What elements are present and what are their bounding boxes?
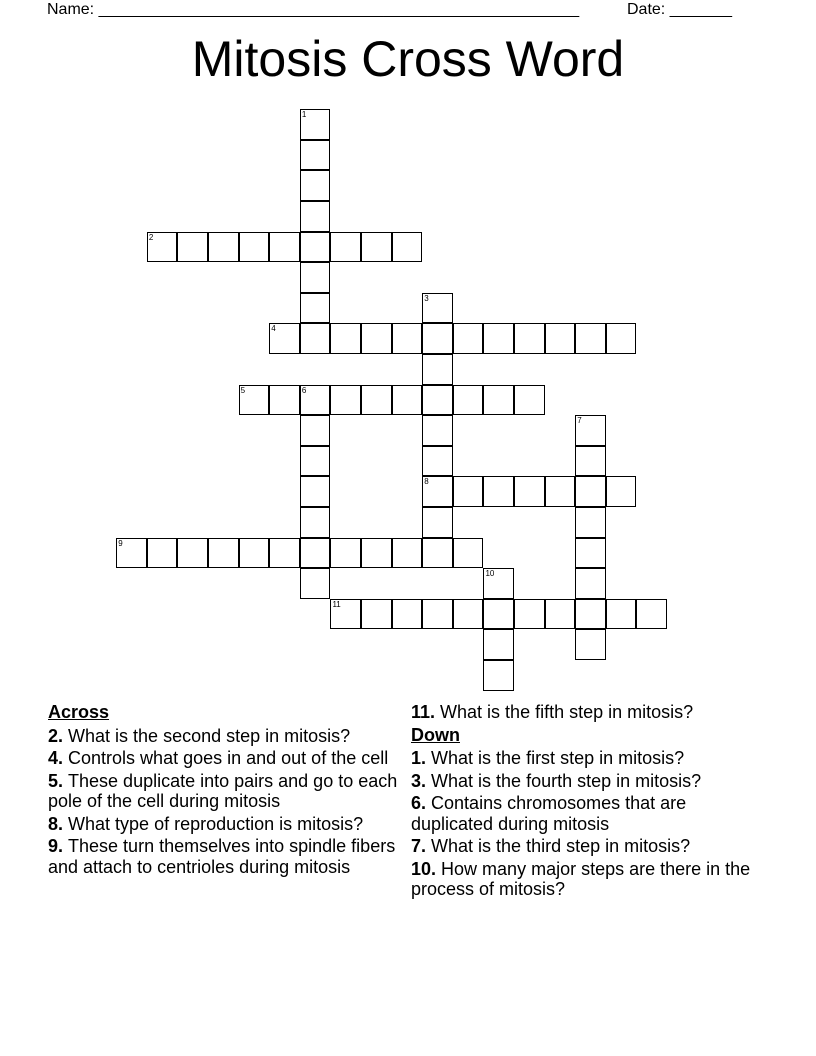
grid-cell[interactable] <box>116 538 147 569</box>
grid-cell[interactable] <box>361 538 392 569</box>
grid-cell[interactable] <box>453 538 484 569</box>
grid-cell[interactable] <box>269 385 300 416</box>
clue-number: 3 <box>424 293 429 303</box>
grid-cell[interactable] <box>453 323 484 354</box>
grid-cell[interactable] <box>514 599 545 630</box>
clue-item: 2. What is the second step in mitosis? <box>48 725 351 746</box>
grid-cell[interactable] <box>392 232 423 263</box>
clue-item: 8. What type of reproduction is mitosis? <box>48 813 364 834</box>
clue-number: 11 <box>411 702 431 722</box>
across-clue-list <box>48 726 403 878</box>
grid-cell[interactable] <box>239 538 270 569</box>
grid-cell[interactable] <box>330 538 361 569</box>
grid-cell[interactable] <box>575 507 606 538</box>
grid-cell[interactable] <box>514 476 545 507</box>
grid-cell[interactable] <box>422 446 453 477</box>
clue-number: 1 <box>301 110 307 120</box>
clue-number: 8 <box>424 477 429 487</box>
grid-cell[interactable] <box>483 323 514 354</box>
grid-cell[interactable] <box>208 538 239 569</box>
grid-cell[interactable] <box>392 323 423 354</box>
clue-item: 7. What is the third step in mitosis? <box>411 836 691 856</box>
grid-cell[interactable] <box>147 232 178 263</box>
grid-cell[interactable] <box>300 507 331 538</box>
grid-cell[interactable] <box>453 599 484 630</box>
grid-cell[interactable] <box>300 323 331 354</box>
grid-cell[interactable] <box>422 293 453 324</box>
grid-cell[interactable] <box>147 538 178 569</box>
grid-cell[interactable] <box>300 262 331 293</box>
grid-cell[interactable] <box>208 232 239 263</box>
grid-cell[interactable] <box>300 170 331 201</box>
grid-cell[interactable] <box>269 323 300 354</box>
grid-cell[interactable] <box>636 599 667 630</box>
clue-number: 2 <box>148 232 154 242</box>
down-heading: Down <box>411 724 460 745</box>
clue-text: Contains chromosomes that are duplicated during mitosis <box>411 793 687 834</box>
grid-cell[interactable] <box>483 568 514 599</box>
clue-item: 11. What is the fifth step in mitosis? <box>411 702 694 722</box>
grid-cell[interactable] <box>575 415 606 446</box>
clue-number: 10 <box>411 858 432 879</box>
grid-cell[interactable] <box>483 660 514 691</box>
grid-cell[interactable] <box>422 599 453 630</box>
clue-number: 7 <box>411 836 422 856</box>
grid-cell[interactable] <box>606 323 637 354</box>
clue-number: 3 <box>411 770 422 791</box>
grid-cell[interactable] <box>300 568 331 599</box>
clue-text: How many major steps are there in the process of mitosis? <box>411 858 751 899</box>
grid-cell[interactable] <box>361 385 392 416</box>
grid-cell[interactable] <box>422 476 453 507</box>
clue-text: What is the fourth step in mitosis? <box>431 770 702 791</box>
grid-cell[interactable] <box>330 323 361 354</box>
clue-item: 6. Contains chromosomes that are duplicated during mitosis <box>411 793 687 834</box>
page-title: Mitosis Cross Word <box>191 31 625 87</box>
grid-cell[interactable] <box>300 293 331 324</box>
grid-cell[interactable] <box>453 385 484 416</box>
clue-number: 2 <box>48 725 59 746</box>
clue-number: 5 <box>240 385 246 395</box>
grid-cell[interactable] <box>300 476 331 507</box>
grid-cell[interactable] <box>453 476 484 507</box>
clue-text: What is the third step in mitosis? <box>431 836 691 856</box>
clue-item: 4. Controls what goes in and out of the cell <box>48 748 389 768</box>
clue-number: 9 <box>118 538 123 548</box>
grid-cell[interactable] <box>392 538 423 569</box>
clue-number: 8 <box>48 813 59 834</box>
clue-text: Controls what goes in and out of the cell <box>68 748 389 768</box>
clues-left-column <box>48 702 403 879</box>
grid-cell[interactable] <box>330 385 361 416</box>
clue-number: 6 <box>411 793 422 813</box>
clues-right-column <box>411 702 761 902</box>
grid-cell[interactable] <box>300 415 331 446</box>
across-clue-list-continued <box>411 702 761 723</box>
clue-number: 1 <box>411 748 422 768</box>
clue-text: What is the fifth step in mitosis? <box>440 702 694 722</box>
grid-cell[interactable] <box>300 385 331 416</box>
grid-cell[interactable] <box>300 446 331 477</box>
clue-number: 4 <box>271 324 276 334</box>
grid-cell[interactable] <box>300 538 331 569</box>
grid-cell[interactable] <box>177 538 208 569</box>
grid-cell[interactable] <box>392 385 423 416</box>
grid-cell[interactable] <box>330 599 361 630</box>
grid-cell[interactable] <box>330 232 361 263</box>
name-field[interactable]: Name: ______________________________________________________ <box>47 1 580 18</box>
clue-number: 7 <box>577 416 582 426</box>
clue-text: These turn themselves into spindle fibers and attach to centrioles during mitosis <box>48 836 396 877</box>
grid-cell[interactable] <box>269 538 300 569</box>
clue-item: 5. These duplicate into pairs and go to each pole of the cell during mitosis <box>48 770 398 811</box>
clue-number: 6 <box>301 385 307 395</box>
grid-cell[interactable] <box>483 599 514 630</box>
clue-text: What is the second step in mitosis? <box>68 725 351 746</box>
grid-cell[interactable] <box>422 354 453 385</box>
grid-cell[interactable] <box>269 232 300 263</box>
grid-cell[interactable] <box>361 232 392 263</box>
grid-cell[interactable] <box>300 140 331 171</box>
clue-item: 3. What is the fourth step in mitosis? <box>411 770 702 791</box>
clue-text: What is the first step in mitosis? <box>431 748 685 768</box>
grid-cell[interactable] <box>545 599 576 630</box>
grid-cell[interactable] <box>239 232 270 263</box>
grid-cell[interactable] <box>575 599 606 630</box>
grid-cell[interactable] <box>606 599 637 630</box>
grid-cell[interactable] <box>361 599 392 630</box>
grid-cell[interactable] <box>483 385 514 416</box>
grid-cell[interactable] <box>422 385 453 416</box>
grid-cell[interactable] <box>392 599 423 630</box>
grid-cell[interactable] <box>422 323 453 354</box>
clue-number: 10 <box>485 569 495 579</box>
grid-cell[interactable] <box>606 476 637 507</box>
grid-cell[interactable] <box>575 568 606 599</box>
grid-cell[interactable] <box>575 476 606 507</box>
grid-cell[interactable] <box>575 538 606 569</box>
grid-cell[interactable] <box>422 538 453 569</box>
grid-cell[interactable] <box>483 476 514 507</box>
clue-text: What type of reproduction is mitosis? <box>68 813 364 834</box>
grid-cell[interactable] <box>361 323 392 354</box>
grid-cell[interactable] <box>575 323 606 354</box>
clue-number: 5 <box>48 770 59 791</box>
clue-text: These duplicate into pairs and go to each pole of the cell during mitosis <box>48 770 398 811</box>
grid-cell[interactable] <box>545 323 576 354</box>
clue-item: 10. How many major steps are there in the process of mitosis? <box>411 858 751 899</box>
grid-cell[interactable] <box>300 201 331 232</box>
grid-cell[interactable] <box>514 323 545 354</box>
clue-item: 1. What is the first step in mitosis? <box>411 748 685 768</box>
across-heading: Across <box>48 702 110 722</box>
clue-item: 9. These turn themselves into spindle fibers and attach to centrioles during mitosis <box>48 836 396 877</box>
grid-cell[interactable] <box>575 629 606 660</box>
grid-cell[interactable] <box>575 446 606 477</box>
grid-cell[interactable] <box>239 385 270 416</box>
grid-cell[interactable] <box>300 232 331 263</box>
date-field[interactable]: Date: _______ <box>627 1 732 18</box>
clue-number: 4 <box>48 748 59 768</box>
grid-cell[interactable] <box>514 385 545 416</box>
grid-cell[interactable] <box>422 507 453 538</box>
grid-cell[interactable] <box>422 415 453 446</box>
clue-number: 9 <box>48 836 59 856</box>
clue-number: 11 <box>332 599 341 609</box>
grid-cell[interactable] <box>177 232 208 263</box>
down-clue-list <box>411 748 761 900</box>
grid-cell[interactable] <box>545 476 576 507</box>
grid-cell[interactable] <box>300 109 331 140</box>
grid-cell[interactable] <box>483 629 514 660</box>
